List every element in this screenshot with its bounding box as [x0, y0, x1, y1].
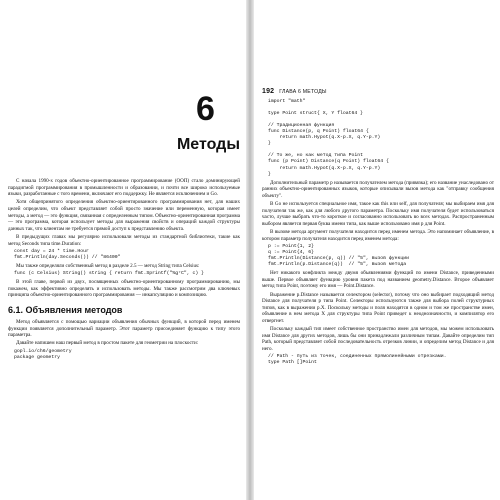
- paragraph: Давайте напишем наш первый метод в простом пакете для геометрии на плоскости:: [16, 340, 199, 347]
- paragraph: В вызове метода аргумент получателя находится перед именем метода. Это напоминает объявление, в котором параметр получателя находится перед именем метода:: [262, 229, 494, 242]
- paragraph: Метод объявляется с помощью вариации объявления обычных функций, в которой перед именем функции появляется дополнительный параметр. Этот параметр присоединяет функцию к типу этого параметра.: [8, 318, 240, 339]
- code-block: p := Point{1, 2} q := Point{4, 6} fmt.Println(Distance(p, q)) // "5", вызов функции fmt.Println(p.Distance(q)) // "5", вызов метода: [268, 243, 410, 268]
- paragraph: В этой главе, первой из двух, посвященных объектно-ориентированному программированию, мы покажем, как эффективно определять и использовать методы. Мы также рассмотрим два ключевых принципа объектно-ориентированного программирования — инкапсуляцию и композицию.: [8, 279, 240, 299]
- page-number: 192: [262, 88, 275, 95]
- code-block: gopl.io/ch6/geometry package geometry: [14, 348, 72, 360]
- code-block: import "math" type Point struct{ X, Y float64 } // Традиционная функция func Distance(p, q Point) float64 { return math.Hypot(q.X-p.X, q.Y-p.Y) } // То же, но как метод типа Point func (p Point) Distance(q Point) float64 { return math.Hypot(q.X-p.X, q.Y-p.Y) }: [268, 98, 389, 177]
- paragraph: Мы также определяли собственный метод в разделе 2.5 — метод String типа Celsius:: [16, 262, 200, 269]
- chapter-title: Методы: [176, 136, 240, 153]
- paragraph: В Go не используется специальное имя, такое как this или self, для получателя; мы выбираем имя для получателя так же, как для любого другого параметра. Поскольку имя получателя будет использоваться часто, лучше выбрать что-то короткое и согласованно использовать во всех методах. Распространенным выбором является первая буква имени типа, как выше использовано имя p для Point.: [262, 201, 494, 227]
- code-block: const day = 24 * time.Hour fmt.Println(day.Seconds()) // "86400": [14, 248, 121, 260]
- paragraph: Нет никакого конфликта между двумя объявлениями функций по имени Distance, приведенными выше. Первое объявляет функцию уровня пакета под названием geometry.Distance. Второе объявляет метод типа Point, поэтому его имя — Point.Distance.: [262, 270, 494, 290]
- paragraph: Хотя общепринятого определения объектно-ориентированного программирования нет, для наших целей определим, что объект представляет собой просто значение или переменную, которая имеет методы, а метод — это функция, связанная с определенным типом. Объектно-ориентированная программа — это программа, которая использует методы для выражения свойств и операций каждой структуры данных так, что клиентам не требуется прямой доступ к представлению объекта.: [8, 199, 240, 232]
- paragraph: Дополнительный параметр p называется получателем метода (привязка); его название унаследовано от ранних объектно-ориентированных языков, которые описывали вызов метода как "отправку сообщения объекту".: [262, 179, 494, 199]
- code-block: // Path - путь из точек, соединенных прямолинейными отрезками. type Path []Point: [268, 354, 447, 366]
- left-page: [0, 0, 246, 500]
- book-spine: [246, 0, 254, 500]
- right-page: [254, 0, 500, 500]
- right-body: [262, 97, 494, 368]
- running-head: [262, 88, 327, 95]
- code-block: func (c Celsius) String() string { return fmt.Sprintf("%g°C", c) }: [14, 271, 204, 277]
- paragraph: С начала 1990-х годов объектно-ориентированное программирование (ООП) стало доминирующей парадигмой программирования в промышленности и образовании, и почти все широко используемые языки, разработанные с того времени, включают его поддержку. Не является исключением и Go.: [8, 178, 240, 198]
- paragraph: В предыдущих главах мы регулярно использовали методы из стандартной библиотеки, такие как метод Seconds типа time.Duration:: [8, 233, 240, 247]
- left-body: [8, 178, 240, 363]
- paragraph: Выражение p.Distance называется селектором (selector), потому что оно выбирает подходящий метод Distance для получателя p типа Point. Селекторы используются также для выбора полей структурных типов, как в выражении p.X. Поскольку методы и поля находятся в одном и том же пространстве имен, объявление в нем метода X для структуры типа Point приведет к неоднозначности, и компилятор его отвергнет.: [262, 291, 494, 324]
- paragraph: Поскольку каждый тип имеет собственное пространство имен для методов, мы можем использовать имя Distance для других методов, лишь бы они принадлежали различным типам. Давайте определим тип Path, который представляет собой последовательность отрезков линии, и определим метод Distance и для него.: [262, 326, 494, 352]
- section-title: 6.1. Объявления методов: [8, 304, 123, 315]
- chapter-number: 6: [196, 90, 215, 128]
- running-head-title: ГЛАВА 6 МЕТОДЫ: [279, 89, 327, 95]
